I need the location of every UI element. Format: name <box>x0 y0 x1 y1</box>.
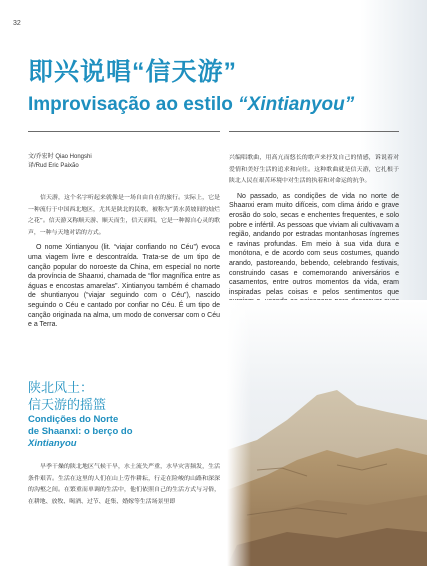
subheading-cn-line-1: 陕北风土： <box>28 381 94 396</box>
subheading-pt-line-1: Condições do Norte <box>28 414 119 425</box>
paragraph-cn-top: 兴编唱歌曲，用高亢而悠长的歌声来抒发自己的情感，诉说着对爱情和美好生活的追求和向往。这种歌曲就是信天游，它扎根于陕北人民在艰苦环境中对生活的执着和对命运的抗争。 <box>229 155 399 185</box>
title-chinese: 即兴说唱“信天游” <box>28 58 238 86</box>
title-portuguese-main: Improvisação ao estilo <box>28 94 239 115</box>
credits <box>28 153 92 171</box>
title-portuguese <box>28 95 354 114</box>
page-number: 32 <box>13 20 21 27</box>
paragraph-cn-1: 信天游，这个名字听起来就像是一场自由自在的旅行。实际上，它是一种流行于中国西北地区，尤其是陕北的民歌，被称为“黄水黄坡间的灿烂之花”。信天游又称顺天游、顺天而生，信天而唱，它是一种源自心灵的歌声，一种与天地对话的方式。 <box>28 195 220 236</box>
divider-left <box>28 131 220 132</box>
author-credit: 文/乔宏时 Qiao Hongshi <box>28 154 92 160</box>
title-portuguese-italic: “Xintianyou” <box>238 94 355 115</box>
subheading-cn-line-2: 信天游的摇篮 <box>28 398 107 413</box>
subheading-pt-line-3 <box>28 438 220 450</box>
loess-landscape-photo <box>227 300 427 566</box>
section-heading <box>28 380 220 450</box>
left-column-bottom <box>28 462 220 508</box>
translator-credit: 译/Rud Eric Paixão <box>28 163 79 169</box>
paragraph-cn-2: 旱季干燥的陕北地区气候干旱，水土流失严重，水旱灾害频发，生活条件艰苦。生活在这里的人们在山上劳作耕耘，行走在险峻的山路和深深的沟壑之间。在繁重而单调的生活中，他们依照自己的生活方式与习俗，在耕地、放牧、喝酒、过节、赶集、婚嫁等生活场景里即 <box>28 464 220 505</box>
subheading-pt-line-2: de Shaanxi: o berço do <box>28 426 133 437</box>
subheading-pt-italic: Xintianyou <box>28 438 77 449</box>
paragraph-pt-1: O nome Xintianyou (lit. “viajar confiando no Céu”) evoca uma viagem livre e descontraída. Trata-se de um tipo de canção popular do noroeste da China, em especial no norte da província de Shaanxi, chamada de “flor magnífica entre as águas e encostas amarelas”. Xintianyou também é chamado de shuntianyou (“viajar seguindo com o Céu”), nascido seguindo o Céu e cantado por confiar no Céu. É um tipo de canção originada na alma, um modo de conversar com o Céu e a Terra. <box>28 244 220 329</box>
paragraph-pt-2: No passado, as condições de vida no norte de Shaanxi eram muito difíceis, com clima árido e grave erosão do solo, secas e enchentes frequentes, e solo pobre e infértil. As pessoas que viviam ali cultivavam a região, andando por estradas montanhosas íngremes e ravinas profundas. Em meio à sua vida dura e monótona, e de acordo com seus costumes, quando arando, pastoreando, bebendo, celebrando festivais, construindo casas e comemorando aniversários e casamentos, entre outros momentos da vida, eram inspiradas pelas coisas e pelos sentimentos que <box>229 192 399 296</box>
left-column <box>28 193 220 330</box>
divider-right <box>229 131 399 132</box>
